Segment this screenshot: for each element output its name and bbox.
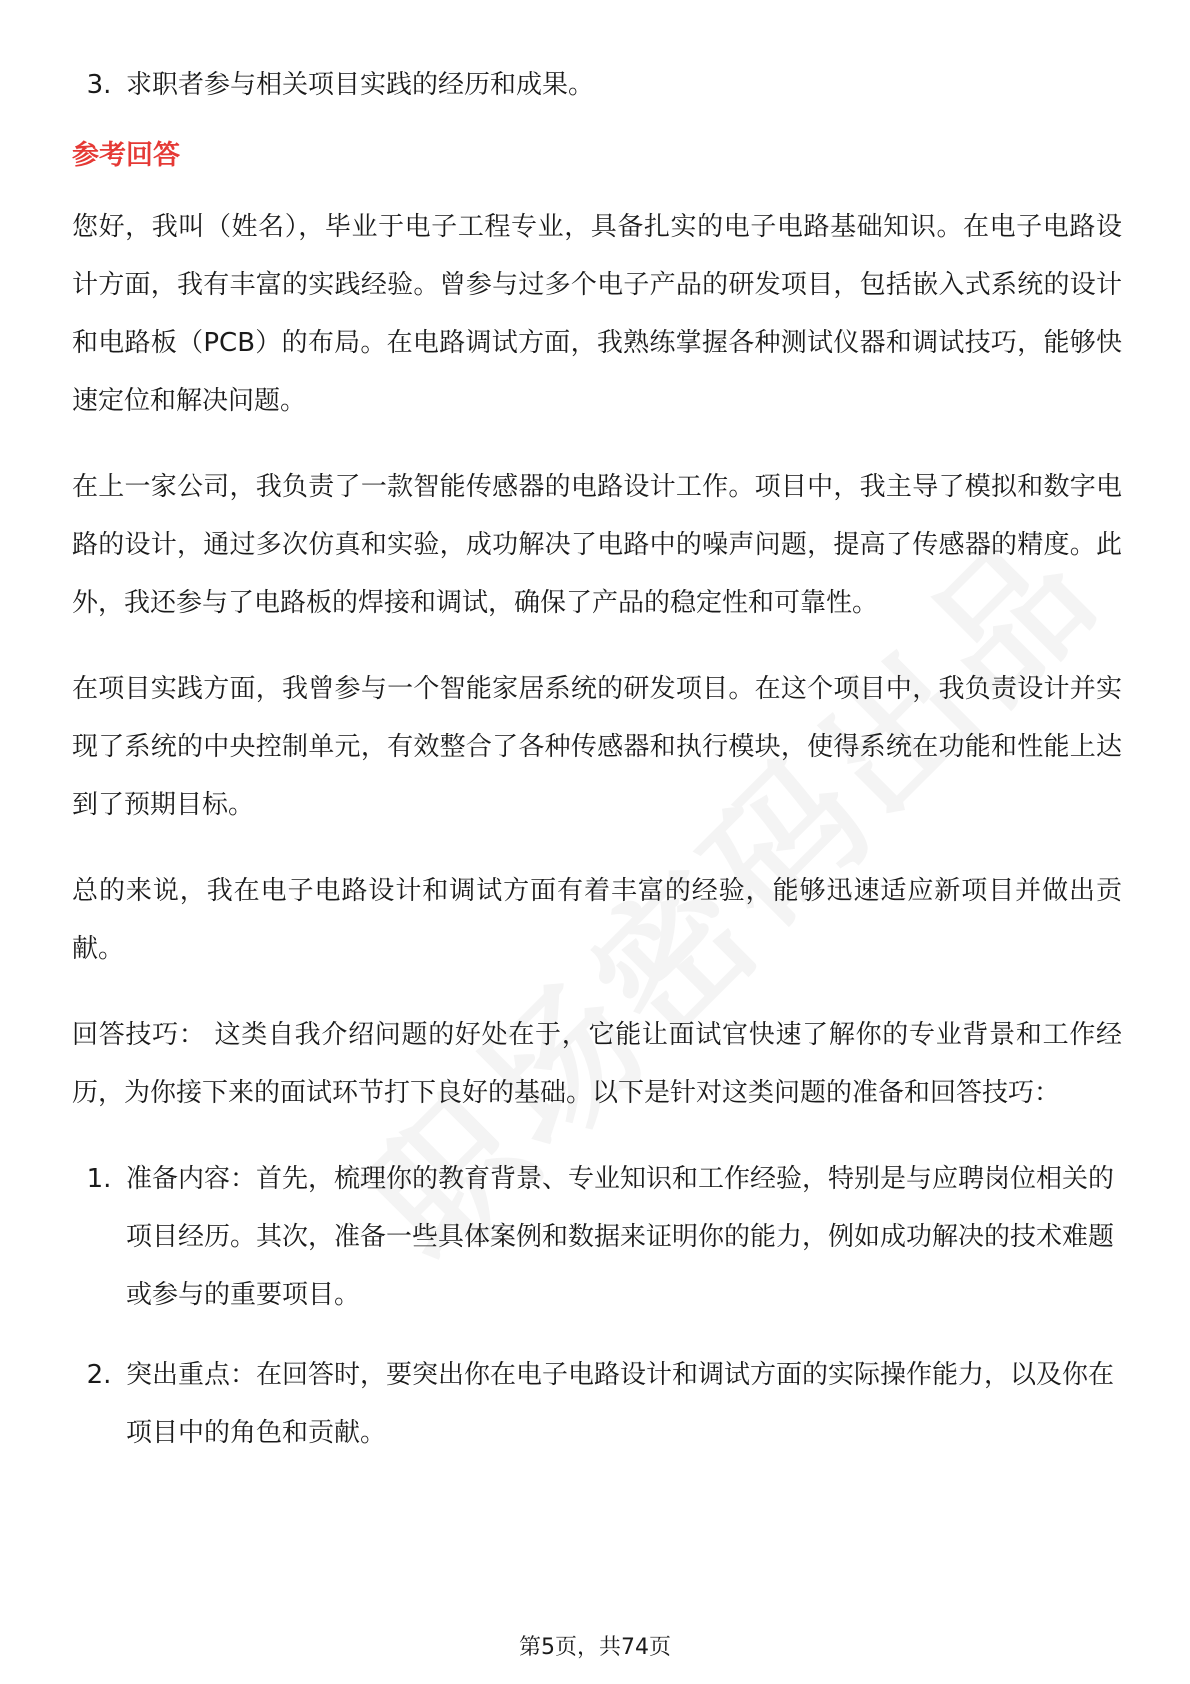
list-number: 2. [86, 1360, 112, 1390]
list-text: 突出重点：在回答时，要突出你在电子电路设计和调试方面的实际操作能力，以及你在项目中的角色和贡献。 [126, 1360, 1115, 1448]
list-item [72, 1346, 1122, 1462]
list-item-3 [72, 56, 1122, 114]
tips-list [72, 1150, 1122, 1462]
answer-paragraph-1: 您好，我叫（姓名），毕业于电子工程专业，具备扎实的电子电路基础知识。在电子电路设计方面，我有丰富的实践经验。曾参与过多个电子产品的研发项目，包括嵌入式系统的设计和电路板（PCB）的布局。在电路调试方面，我熟练掌握各种测试仪器和调试技巧，能够快速定位和解决问题。 [72, 212, 1122, 416]
list-text: 准备内容：首先，梳理你的教育背景、专业知识和工作经验，特别是与应聘岗位相关的项目经历。其次，准备一些具体案例和数据来证明你的能力，例如成功解决的技术难题或参与的重要项目。 [126, 1164, 1115, 1310]
list-text: 求职者参与相关项目实践的经历和成果。 [126, 70, 595, 100]
list-item [72, 1150, 1122, 1324]
tips-intro-paragraph: 回答技巧： 这类自我介绍问题的好处在于，它能让面试官快速了解你的专业背景和工作经历，为你接下来的面试环节打下良好的基础。以下是针对这类问题的准备和回答技巧： [72, 1020, 1122, 1108]
list-number: 1. [86, 1164, 112, 1194]
answer-paragraph-4: 总的来说，我在电子电路设计和调试方面有着丰富的经验，能够迅速适应新项目并做出贡献。 [72, 876, 1122, 964]
page-content [72, 56, 1122, 1484]
answer-paragraph-3: 在项目实践方面，我曾参与一个智能家居系统的研发项目。在这个项目中，我负责设计并实现了系统的中央控制单元，有效整合了各种传感器和执行模块，使得系统在功能和性能上达到了预期目标。 [72, 674, 1122, 820]
section-heading: 参考回答 [72, 140, 180, 171]
page-footer: 第5页，共74页 [519, 1635, 671, 1660]
answer-paragraph-2: 在上一家公司，我负责了一款智能传感器的电路设计工作。项目中，我主导了模拟和数字电路的设计，通过多次仿真和实验，成功解决了电路中的噪声问题，提高了传感器的精度。此外，我还参与了电路板的焊接和调试，确保了产品的稳定性和可靠性。 [72, 472, 1122, 618]
list-number: 3. [86, 70, 112, 100]
